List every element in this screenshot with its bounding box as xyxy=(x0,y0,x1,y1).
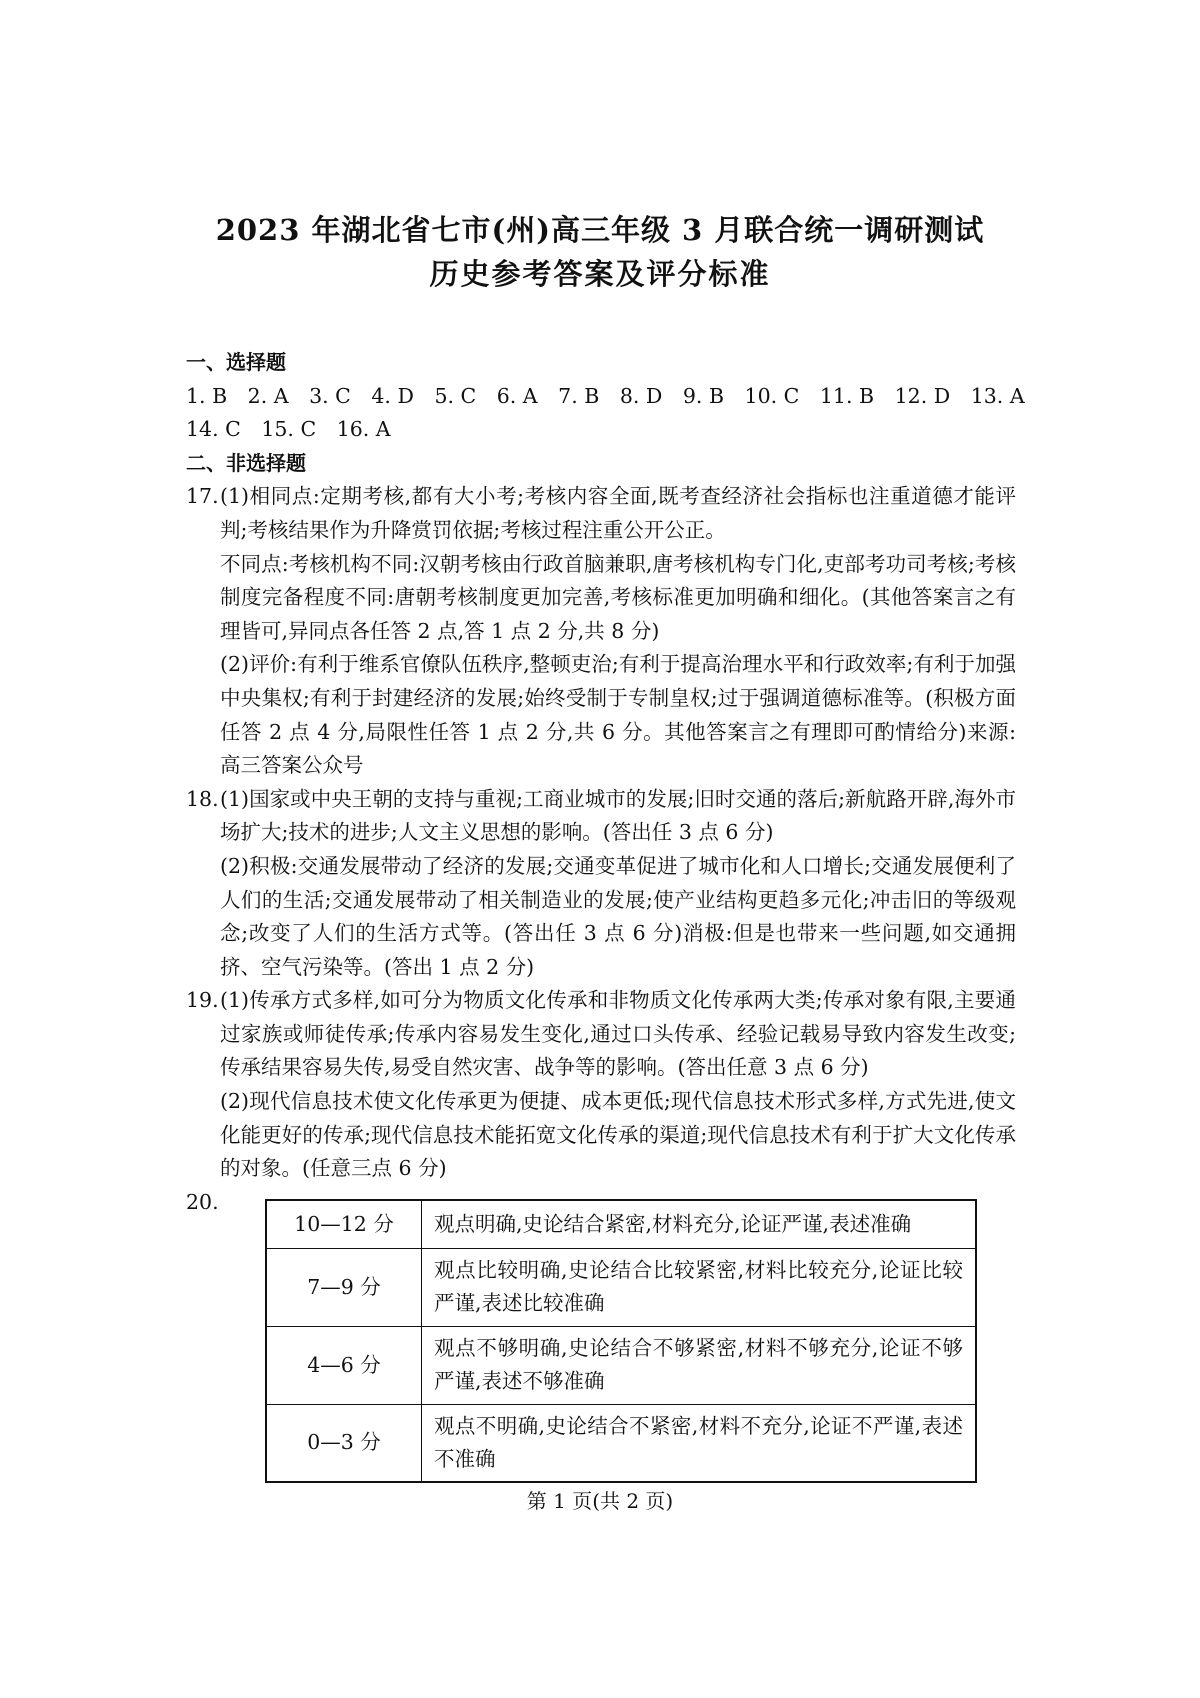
q20-rubric-table xyxy=(265,1199,977,1483)
question-18 xyxy=(186,783,1016,985)
mc-answer: 13. A xyxy=(970,383,1025,408)
mc-answer: 7. B xyxy=(558,383,600,408)
mc-answer: 3. C xyxy=(309,383,351,408)
question-20-number: 20. xyxy=(186,1189,219,1214)
question-17 xyxy=(186,480,1016,782)
mc-answer: 1. B xyxy=(186,383,228,408)
section-heading-non-choice: 二、非选择题 xyxy=(186,450,306,475)
rubric-score: 7—9 分 xyxy=(266,1248,422,1326)
mc-answer: 15. C xyxy=(261,417,317,442)
q18-part1: (1)国家或中央王朝的支持与重视;工商业城市的发展;旧时交通的落后;新航路开辟,海外市场扩大;技术的进步;人文主义思想的影响。(答出任 3 点 6 分) xyxy=(220,786,1016,845)
mc-answer: 11. B xyxy=(819,383,875,408)
answer-content xyxy=(186,346,1025,1219)
section-heading-multiple-choice: 一、选择题 xyxy=(186,350,286,374)
q19-part2: (2)现代信息技术使文化传承更为便捷、成本更低;现代信息技术形式多样,方式先进,使文化能更好的传承;现代信息技术能拓宽文化传承的渠道;现代信息技术有利于扩大文化传承的对象。(任意三点 6 分) xyxy=(220,1089,1016,1181)
rubric-score: 4—6 分 xyxy=(266,1326,422,1404)
q17-part1-differences: 不同点:考核机构不同:汉朝考核由行政首脑兼职,唐考核机构专门化,吏部考功司考核;考核制度完备程度不同:唐朝考核制度更加完善,考核标准更加明确和细化。(其他答案言之有理皆可,异同点各任答 2 点,答 1 点 2 分,共 8 分) xyxy=(220,551,1016,643)
table-row xyxy=(266,1404,976,1482)
q18-part2: (2)积极:交通发展带动了经济的发展;交通变革促进了城市化和人口增长;交通发展便利了人们的生活;交通发展带动了相关制造业的发展;使产业结构更趋多元化;冲击旧的等级观念;改变了人们的生活方式等。(答出任 3 点 6 分)消极:但是也带来一些问题,如交通拥挤、空气污染等。(答出 1 点 2 分) xyxy=(220,853,1016,979)
q17-part2-evaluation: (2)评价:有利于维系官僚队伍秩序,整顿吏治;有利于提高治理水平和行政效率;有利于加强中央集权;有利于封建经济的发展;始终受制于专制皇权;过于强调道德标准等。(积极方面任答 2 点 4 分,局限性任答 1 点 2 分,共 6 分。其他答案言之有理即可酌情给分)来源: 高三答案公众号 xyxy=(220,652,1016,778)
mc-answer: 16. A xyxy=(336,417,391,442)
mc-answer: 5. C xyxy=(434,383,477,408)
rubric-score: 10—12 分 xyxy=(266,1200,422,1248)
page-number: 第 1 页(共 2 页) xyxy=(526,1489,674,1513)
table-row xyxy=(266,1200,976,1248)
rubric-description: 观点比较明确,史论结合比较紧密,材料比较充分,论证比较严谨,表述比较准确 xyxy=(422,1248,977,1326)
question-number: 17. xyxy=(186,484,219,509)
mc-answers-row-1 xyxy=(186,380,1025,414)
mc-answers-row-2 xyxy=(186,413,1016,447)
rubric-score: 0—3 分 xyxy=(266,1404,422,1482)
rubric-description: 观点明确,史论结合紧密,材料充分,论证严谨,表述准确 xyxy=(422,1200,977,1248)
mc-answer: 8. D xyxy=(619,383,663,408)
q17-part1-similarities: (1)相同点:定期考核,都有大小考;考核内容全面,既考查经济社会指标也注重道德才能评判;考核结果作为升降赏罚依据;考核过程注重公开公正。 xyxy=(220,484,1016,542)
rubric-description: 观点不明确,史论结合不紧密,材料不充分,论证不严谨,表述不准确 xyxy=(422,1404,977,1482)
mc-answer: 10. C xyxy=(744,383,800,408)
question-number: 18. xyxy=(186,786,219,811)
mc-answer: 6. A xyxy=(496,383,538,408)
document-subtitle: 历史参考答案及评分标准 xyxy=(429,257,771,291)
mc-answer: 2. A xyxy=(247,383,289,408)
mc-answer: 14. C xyxy=(186,417,241,442)
mc-answer: 9. B xyxy=(682,383,725,408)
mc-answer: 12. D xyxy=(894,383,951,408)
question-number: 19. xyxy=(186,988,219,1013)
table-row xyxy=(266,1248,976,1326)
mc-answer: 4. D xyxy=(371,383,414,408)
rubric-description: 观点不够明确,史论结合不够紧密,材料不够充分,论证不够严谨,表述不够准确 xyxy=(422,1326,977,1404)
q19-part1: (1)传承方式多样,如可分为物质文化传承和非物质文化传承两大类;传承对象有限,主要通过家族或师徒传承;传承内容易发生变化,通过口头传承、经验记载易导致内容发生改变;传承结果容易失传,易受自然灾害、战争等的影响。(答出任意 3 点 6 分) xyxy=(220,988,1016,1080)
table-row xyxy=(266,1326,976,1404)
question-19 xyxy=(186,984,1016,1186)
document-title: 2023 年湖北省七市(州)高三年级 3 月联合统一调研测试 xyxy=(215,213,985,247)
